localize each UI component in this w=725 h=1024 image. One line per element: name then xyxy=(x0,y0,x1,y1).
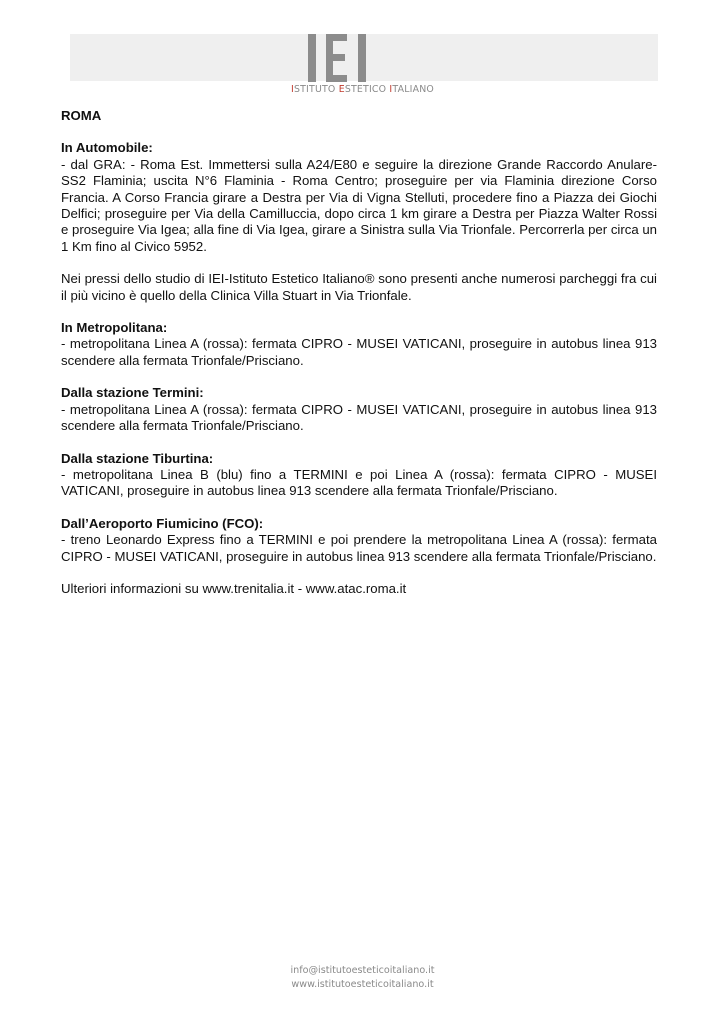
footer xyxy=(0,964,725,992)
section-heading: In Automobile: xyxy=(61,140,153,156)
section-heading: Dalla stazione Tiburtina: xyxy=(61,450,214,466)
document-body xyxy=(61,108,657,613)
section-body: - metropolitana Linea A (rossa): fermata CIPRO - MUSEI VATICANI, proseguire in autobus linea 913 scendere alla fermata Trionfale/Prisciano. xyxy=(61,401,657,434)
section-body: - treno Leonardo Express fino a TERMINI e poi prendere la metropolitana Linea A (rossa): fermata CIPRO - MUSEI VATICANI, proseguire in autobus linea 913 scendere alla fermata Trionfale/Prisciano. xyxy=(61,532,657,564)
section-body: - metropolitana Linea B (blu) fino a TERMINI e poi Linea A (rossa): fermata CIPRO - MUSEI VATICANI, proseguire in autobus linea 913 scendere alla fermata Trionfale/Prisciano. xyxy=(61,466,657,499)
section-heading: In Metropolitana: xyxy=(61,320,168,336)
section-metro xyxy=(61,320,657,369)
section-termini xyxy=(61,385,657,434)
section-fiumicino xyxy=(61,516,657,565)
tagline-initial: I xyxy=(389,84,393,95)
iei-logo xyxy=(286,34,446,100)
footer-website: www.istitutoesteticoitaliano.it xyxy=(291,979,434,990)
tagline-text: TALIANO xyxy=(392,84,434,95)
tagline-text: STETICO xyxy=(344,84,390,95)
tagline-text: STITUTO xyxy=(293,84,339,95)
tagline-initial: I xyxy=(291,84,294,95)
tagline-initial: E xyxy=(338,84,345,95)
section-heading: Dall’Aeroporto Fiumicino (FCO): xyxy=(61,515,264,531)
page-title: ROMA xyxy=(61,108,102,123)
section-body: - metropolitana Linea A (rossa): fermata CIPRO - MUSEI VATICANI, proseguire in autobus linea 913 scendere alla fermata Trionfale/Prisciano. xyxy=(61,336,657,368)
logo-tagline xyxy=(291,84,434,95)
section-automobile xyxy=(61,140,657,255)
parking-paragraph: Nei pressi dello studio di IEI-Istituto Estetico Italiano® sono presenti anche numerosi parcheggi fra cui il più vicino è quello della Clinica Villa Stuart in Via Trionfale. xyxy=(61,271,657,303)
section-body: - dal GRA: - Roma Est. Immettersi sulla A24/E80 e seguire la direzione Grande Raccordo Anulare- SS2 Flaminia; uscita N°6 Flaminia - Roma Centro; proseguire per via Flaminia direzione Corso Francia. A Corso Francia girare a Destra per Via di Vigna Stelluti, procedere fino a Piazza dei Giochi Delfici; proseguire per Via della Camilluccia, dopo circa 1 km girare a Destra per Piazza Walter Rossi e proseguire Via Igea; alla fine di Via Igea, girare a Sinistra sulla Via Trionfale. Percorrerla per circa un 1 Km fino al Civico 5952. xyxy=(61,156,657,254)
more-info-paragraph: Ulteriori informazioni su www.trenitalia.it - www.atac.roma.it xyxy=(61,580,407,596)
iei-logo-mark xyxy=(308,34,372,82)
section-tiburtina xyxy=(61,451,657,500)
footer-email: info@istitutoesteticoitaliano.it xyxy=(290,965,435,976)
section-heading: Dalla stazione Termini: xyxy=(61,385,204,401)
